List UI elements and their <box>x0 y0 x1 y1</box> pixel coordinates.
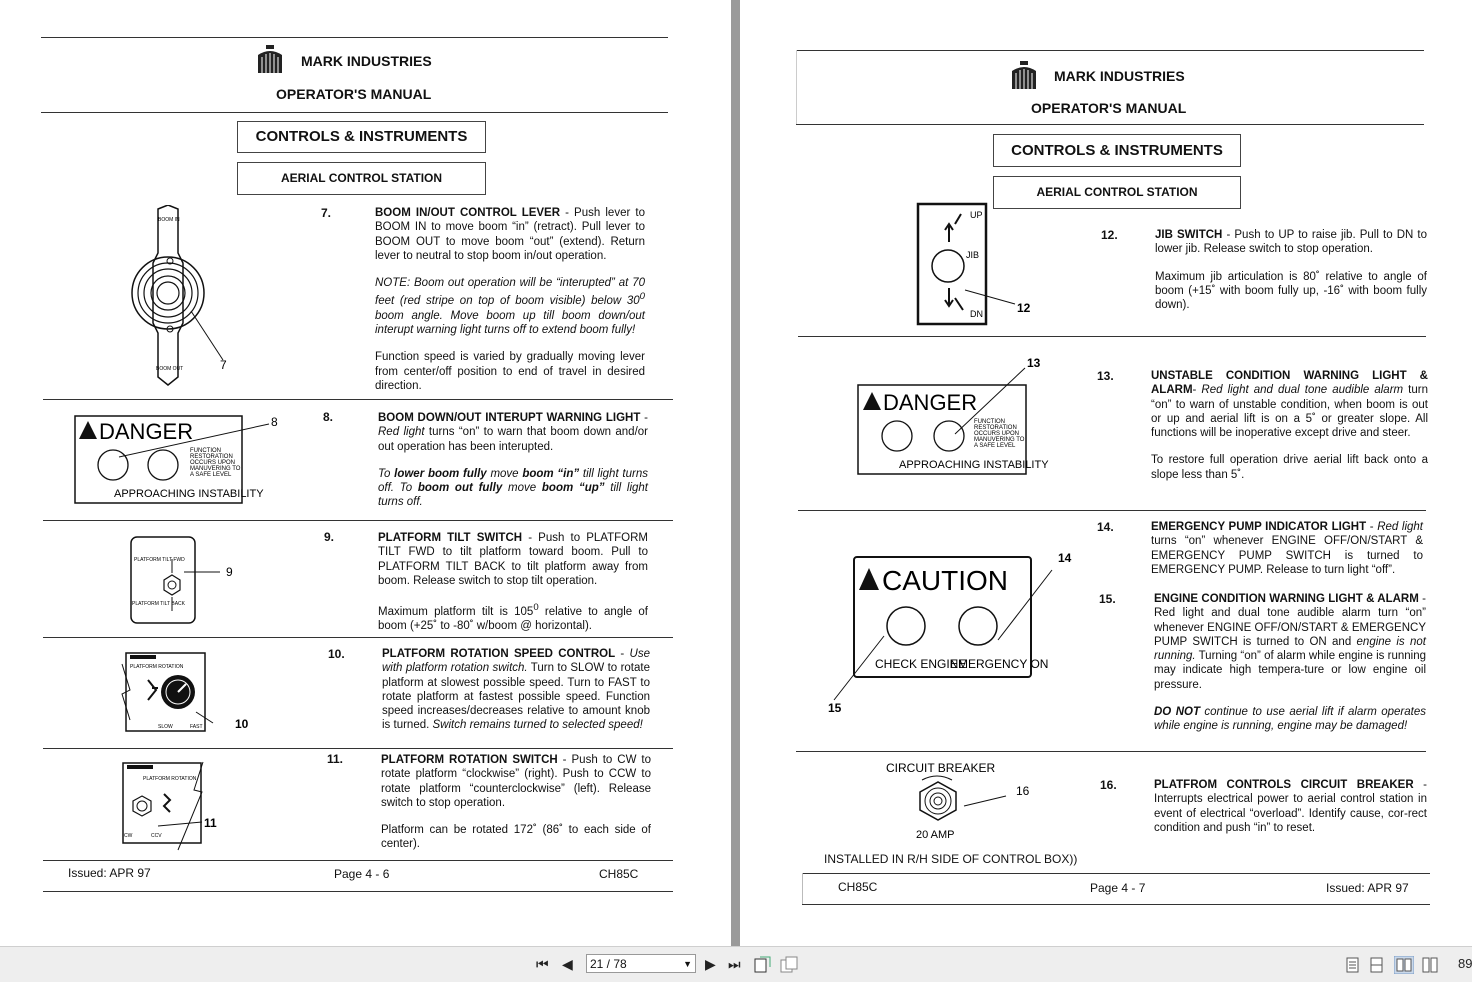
circuit-breaker-figure <box>880 758 1040 844</box>
single-page-icon[interactable] <box>1346 957 1360 973</box>
item-number: 9. <box>324 530 335 544</box>
company-logo-icon <box>1010 61 1038 91</box>
footer-frame-left <box>802 873 803 904</box>
prev-page-icon[interactable]: ◀ <box>562 956 573 972</box>
item-number: 13. <box>1097 369 1114 383</box>
manual-title: OPERATOR'S MANUAL <box>276 86 432 102</box>
company-name: MARK INDUSTRIES <box>301 53 432 69</box>
callout-15: 15 <box>828 701 842 715</box>
callout-14: 14 <box>1058 551 1072 565</box>
item-13-text: UNSTABLE CONDITION WARNING LIGHT & ALARM- Red light and dual tone audible alarm turn “on” to warn of unstable condition, when boom is out or up and aerial lift is on a 5˚ or greater slope. All functions will be inoperative except drive and steer. To restore full operation drive aerial lift back onto a slope less than 5˚. <box>1151 370 1428 481</box>
item-12-text: JIB SWITCH - Push to UP to raise jib. Pull to DN to lower jib. Release switch to stop operation. Maximum jib articulation is 80˚ relative to angle of boom (+15˚ with boom fully up, -16˚ with boom fully down). <box>1155 229 1428 312</box>
callout-13: 13 <box>1027 356 1041 370</box>
item-16-text: PLATFROM CONTROLS CIRCUIT BREAKER - Interrupts electrical power to aerial control station in event of electrical “overload”. Identify cause, cor-rect condition and push “in” to reset. <box>1154 779 1427 834</box>
item-number: 8. <box>323 410 334 424</box>
danger-label-figure-13 <box>855 354 1065 478</box>
chevron-down-icon[interactable]: ▼ <box>683 959 692 969</box>
footer-page-number: Page 4 - 6 <box>334 867 390 881</box>
footer-issued: Issued: APR 97 <box>68 866 151 880</box>
item-number: 15. <box>1099 592 1116 606</box>
footer-rule-bottom <box>802 904 1430 905</box>
section-title: CONTROLS & INSTRUMENTS <box>993 134 1241 167</box>
page-number-field[interactable] <box>586 954 696 973</box>
footer-issued: Issued: APR 97 <box>1326 881 1409 895</box>
item-9-text: PLATFORM TILT SWITCH - Push to PLATFORM TILT FWD to tilt platform toward boom. Pull to PLATFORM TILT BACK to tilt platform away from boom. Release switch to stop tilt operation. Maximum platform tilt is $105^0$ relative to angle of boom (+25˚ to -80˚ w/boom @ horizontal). <box>378 532 648 633</box>
item-8-text: BOOM DOWN/OUT INTERUPT WARNING LIGHT - Red light turns “on” to warn that boom down and/or out operation has been interupted. To lower boom fully move boom “in” till light turns off. To boom out fully move boom “up” till light turns off. <box>378 412 648 509</box>
callout-8: 8 <box>271 415 278 429</box>
left-page <box>0 0 731 946</box>
header-rule-top <box>41 37 668 38</box>
item-number: 14. <box>1097 520 1114 534</box>
danger-word: DANGER <box>99 419 194 444</box>
up-label: UP <box>970 210 983 220</box>
emergency-on-text: EMERGENCY ON <box>950 657 1049 671</box>
item-number: 10. <box>328 647 345 661</box>
slow-label: SLOW <box>158 724 173 730</box>
item-10-text: PLATFORM ROTATION SPEED CONTROL - Use with platform rotation switch. Turn to SLOW to rotate platform at slowest possible speed. Turn to FAST to rotate platform at fastest possible speed. Function speed increases/decreases relative to amount knob is turned. Switch remains turned to selected speed! <box>382 648 650 732</box>
ccw-label: CCV <box>151 833 162 839</box>
callout-10: 10 <box>235 717 249 731</box>
item-11-text: PLATFORM ROTATION SWITCH - Push to CW to rotate platform “clockwise” (right). Push to CCW to rotate platform “counterclockwise” (left). Release switch to stop operation. Platform can be rotated 172˚ (86˚ to each side of center). <box>381 754 652 851</box>
tilt-switch-figure <box>128 535 238 627</box>
item-divider <box>43 748 673 749</box>
caution-word: CAUTION <box>882 565 1008 596</box>
tilt-fwd-label: PLATFORM TILT FWD <box>134 557 185 563</box>
rotation-switch-figure <box>118 760 228 852</box>
danger-word: DANGER <box>883 390 978 415</box>
last-page-icon[interactable]: ⏭ <box>728 956 741 972</box>
item-15-text: ENGINE CONDITION WARNING LIGHT & ALARM - Red light and dual tone audible alarm turn “on” whenever ENGINE OFF/ON/START & EMERGENCY PUMP SWITCH is turned to ON and engine is not running. Turning “on” of alarm while engine is running may indicate high tempera-ture or low engine oil pressure. DO NOT continue to use aerial lift if alarm operates while engine is running, engine may be damaged! <box>1154 593 1427 733</box>
footer-rule-bottom <box>43 891 673 892</box>
footer-model: CH85C <box>599 867 639 881</box>
footer-rule-top <box>802 873 1430 874</box>
item-divider <box>798 336 1426 337</box>
item-divider <box>798 510 1426 511</box>
section-title: CONTROLS & INSTRUMENTS <box>237 121 486 153</box>
boom-in-label: BOOM IN <box>158 217 180 223</box>
cw-label: CW <box>124 833 133 839</box>
callout-16: 16 <box>1016 784 1030 798</box>
amp-text: 20 AMP <box>916 829 955 841</box>
first-page-icon[interactable]: ⏮ <box>536 956 549 972</box>
approaching-instability-text: APPROACHING INSTABILITY <box>114 488 264 500</box>
installed-note: INSTALLED IN R/H SIDE OF CONTROL BOX)) <box>824 852 1078 866</box>
item-number: 12. <box>1101 228 1118 242</box>
boom-lever-figure <box>125 205 235 387</box>
item-divider <box>43 399 673 400</box>
fit-page-icon[interactable] <box>754 956 772 973</box>
subsection-title: AERIAL CONTROL STATION <box>993 176 1241 209</box>
viewer-toolbar <box>0 946 1472 982</box>
two-page-icon[interactable] <box>1394 956 1414 974</box>
footer-rule-top <box>43 860 673 861</box>
boom-out-label: BOOM OUT <box>156 366 184 372</box>
footer-model: CH85C <box>838 880 878 894</box>
manual-title: OPERATOR'S MANUAL <box>1031 100 1187 116</box>
continuous-icon[interactable] <box>1370 957 1384 973</box>
callout-11: 11 <box>204 816 217 830</box>
rotation-title-label: PLATFORM ROTATION <box>130 664 184 670</box>
company-logo-icon <box>256 45 284 75</box>
header-rule-top <box>796 50 1424 51</box>
footer-page-number: Page 4 - 7 <box>1090 881 1146 895</box>
header-rule-bottom <box>796 124 1424 125</box>
header-frame-left <box>796 50 797 124</box>
item-14-text: EMERGENCY PUMP INDICATOR LIGHT - Red light turns “on” whenever ENGINE OFF/ON/START & EMERGENCY PUMP SWITCH is turned to EMERGENCY PUMP. Release to turn light “off”. <box>1151 521 1423 576</box>
item-7-text: BOOM IN/OUT CONTROL LEVER - Push lever to BOOM IN to move boom “in” (retract). Pull lever to BOOM OUT to move boom “out” (extend). Return lever to neutral to stop boom in/out operation. NOTE: Boom out operation will be “interupted” at 70 feet (red stripe on top of boom visible) below $30^0$ boom angle. Move boom up till boom down/out interupt warning light turns off to extend boom fully! Function speed is varied by gradually moving lever from center/off position to end of travel in desired direction. <box>375 207 645 392</box>
right-page <box>740 0 1472 946</box>
rotation-title-label: PLATFORM ROTATION <box>143 776 197 782</box>
function-note: FUNCTION RESTORATION OCCURS UPON MANUVERING TO A SAFE LEVEL <box>190 448 241 478</box>
approaching-instability-text: APPROACHING INSTABILITY <box>899 459 1049 471</box>
function-note: FUNCTION RESTORATION OCCURS UPON MANUVERING TO A SAFE LEVEL <box>974 419 1025 449</box>
jib-switch-figure <box>915 202 1045 327</box>
circuit-breaker-text: CIRCUIT BREAKER <box>886 761 996 775</box>
dn-label: DN <box>970 309 983 319</box>
caution-label-figure <box>826 548 1076 718</box>
page-indicator-text: 21 / 78 <box>590 957 627 971</box>
item-divider <box>43 637 673 638</box>
item-number: 11. <box>327 752 344 766</box>
two-page-continuous-icon[interactable] <box>1422 957 1438 973</box>
rotation-speed-figure <box>118 650 258 734</box>
item-number: 16. <box>1100 778 1117 792</box>
fit-width-icon[interactable] <box>780 956 798 973</box>
zoom-level[interactable]: 89 <box>1458 956 1472 971</box>
danger-label-figure-8 <box>73 412 285 506</box>
fast-label: FAST <box>190 724 203 730</box>
check-engine-text: CHECK ENGINE <box>875 657 967 671</box>
item-number: 7. <box>321 206 332 220</box>
item-divider <box>43 520 673 521</box>
callout-7: 7 <box>220 358 227 372</box>
callout-12: 12 <box>1017 301 1031 315</box>
next-page-icon[interactable]: ▶ <box>705 956 716 972</box>
item-divider <box>796 751 1426 752</box>
header-rule-bottom <box>41 112 668 113</box>
callout-9: 9 <box>226 565 233 579</box>
tilt-back-label: PLATFORM TILT BACK <box>132 601 185 607</box>
company-name: MARK INDUSTRIES <box>1054 68 1185 84</box>
jib-label: JIB <box>966 250 980 260</box>
subsection-title: AERIAL CONTROL STATION <box>237 162 486 195</box>
